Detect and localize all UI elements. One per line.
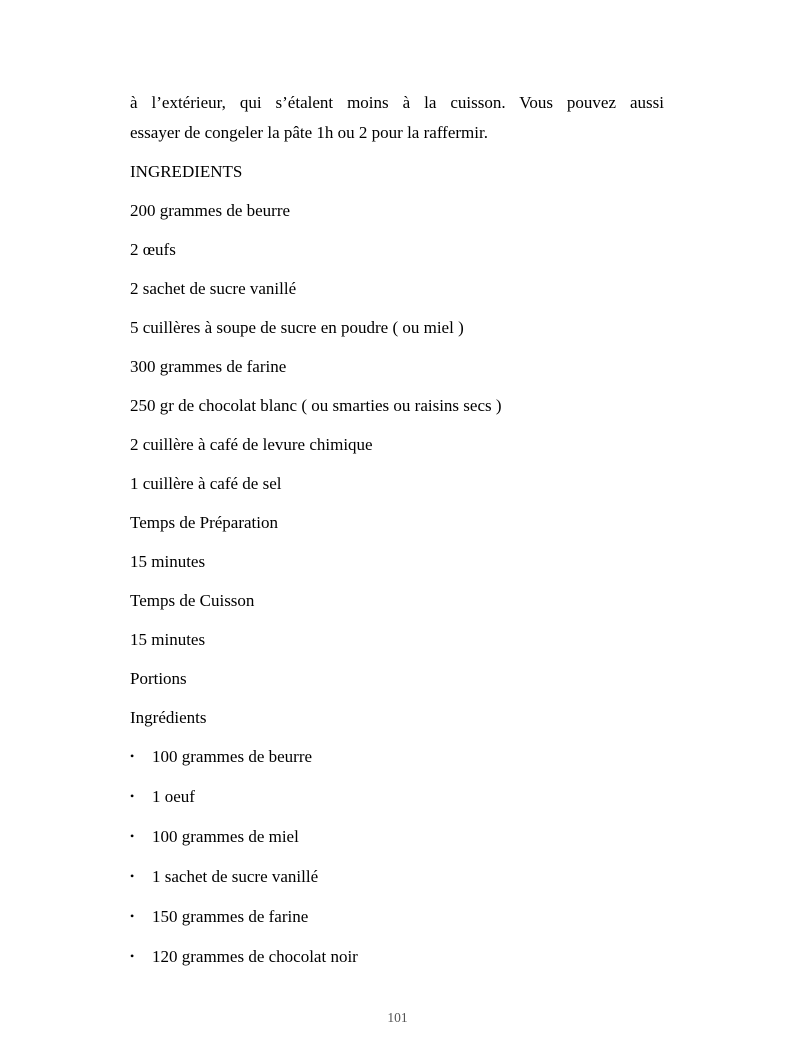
- ingredient-bullet-list: [130, 742, 664, 973]
- intro-line-1: à l’extérieur, qui s’étalent moins à la cuisson. Vous pouvez aussi: [130, 93, 664, 112]
- intro-line-2: essayer de congeler la pâte 1h ou 2 pour la raffermir.: [130, 123, 488, 142]
- ingredient-line-salt: 1 cuillère à café de sel: [130, 474, 282, 493]
- document-body: [130, 88, 664, 982]
- ingredient-line-eggs: 2 œufs: [130, 240, 176, 259]
- list-item-text: 120 grammes de chocolat noir: [152, 947, 358, 966]
- list-item-text: 100 grammes de miel: [152, 827, 299, 846]
- portions-label: Portions: [130, 669, 187, 688]
- list-item: [130, 782, 664, 813]
- ingredient-line-butter: 200 grammes de beurre: [130, 201, 291, 220]
- ingredients-heading: INGREDIENTS: [130, 162, 243, 181]
- ingredient-line-white-chocolate: 250 gr de chocolat blanc ( ou smarties ou raisins secs ): [130, 396, 502, 415]
- bullet-icon: •: [130, 749, 135, 763]
- list-item: [130, 822, 664, 853]
- bullet-icon: •: [130, 829, 135, 843]
- cook-time-label: Temps de Cuisson: [130, 591, 255, 610]
- bullet-icon: •: [130, 869, 135, 883]
- ingredient-line-powdered-sugar: 5 cuillères à soupe de sucre en poudre ( ou miel ): [130, 318, 464, 337]
- list-item: [130, 942, 664, 973]
- list-item: [130, 902, 664, 933]
- list-item: [130, 742, 664, 773]
- list-item-text: 100 grammes de beurre: [152, 747, 313, 766]
- list-item-text: 1 sachet de sucre vanillé: [152, 867, 319, 886]
- ingredient-line-baking-powder: 2 cuillère à café de levure chimique: [130, 435, 373, 454]
- list-item: [130, 862, 664, 893]
- bullet-icon: •: [130, 909, 135, 923]
- page-number: 101: [387, 1010, 408, 1025]
- bullet-icon: •: [130, 789, 135, 803]
- list-item-text: 1 oeuf: [152, 787, 195, 806]
- prep-time-value: 15 minutes: [130, 552, 206, 571]
- bullet-icon: •: [130, 949, 135, 963]
- prep-time-label: Temps de Préparation: [130, 513, 278, 532]
- list-item-text: 150 grammes de farine: [152, 907, 309, 926]
- ingredient-line-flour: 300 grammes de farine: [130, 357, 287, 376]
- intro-paragraph: [130, 88, 664, 148]
- ingredients-subheading: Ingrédients: [130, 708, 207, 727]
- ingredient-line-vanilla-sugar: 2 sachet de sucre vanillé: [130, 279, 297, 298]
- cook-time-value: 15 minutes: [130, 630, 206, 649]
